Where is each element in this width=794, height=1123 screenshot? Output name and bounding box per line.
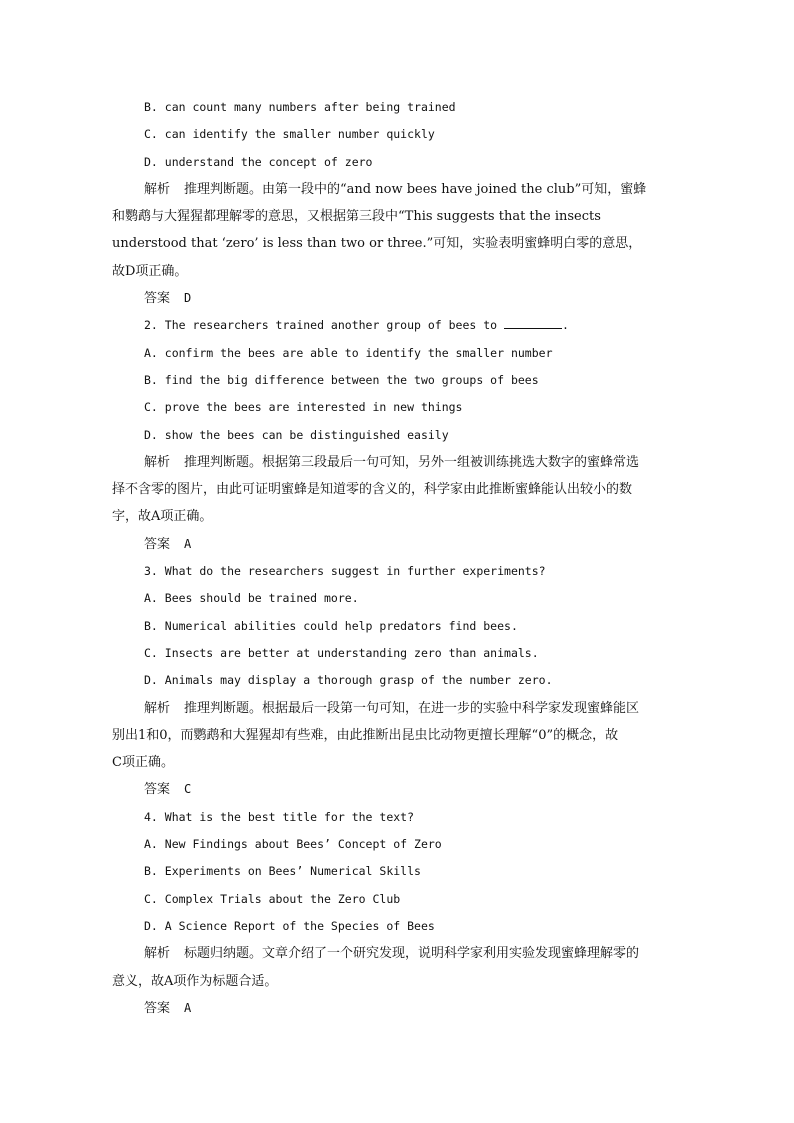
q1-answer — [112, 285, 682, 312]
q1-answer-value: D — [184, 291, 192, 306]
q2-analysis-line-2: 择不含零的图片，由此可证明蜜蜂是知道零的含义的，科学家由此推断蜜蜂能认出较小的数 — [112, 482, 633, 498]
q1-option-d: D. understand the concept of zero — [144, 154, 373, 169]
q1-option-b: B. can count many numbers after being trained — [144, 100, 456, 114]
q2-analysis-label: 解析 — [144, 454, 171, 470]
q4-analysis-line-1: 解析 标题归纳题。文章介绍了一个研究发现，说明科学家利用实验发现蜜蜂理解零的 — [144, 946, 640, 962]
q4-option-a: A. New Findings about Bees’ Concept of Zero — [144, 837, 442, 852]
q3-answer — [112, 776, 682, 803]
q3-option-c: C. Insects are better at understanding zero than animals. — [144, 645, 539, 660]
q1-analysis-line-2: 和鹦鹉与大猩猩都理解零的意思，又根据第三段中“This suggests that the insects — [112, 209, 601, 225]
q4-answer — [112, 995, 682, 1022]
q4-answer-label: 答案 — [144, 1000, 171, 1016]
q4-option-c: C. Complex Trials about the Zero Club — [144, 891, 401, 906]
q1-analysis-label: 解析 — [144, 181, 171, 197]
q2-answer — [112, 531, 682, 558]
q4-stem: 4. What is the best title for the text? — [144, 809, 415, 824]
q3-answer-label: 答案 — [144, 782, 171, 798]
q3-stem: 3. What do the researchers suggest in further experiments? — [144, 564, 546, 579]
q4-answer-value: A — [184, 1000, 192, 1015]
q4-analysis-label: 解析 — [144, 946, 171, 962]
q1-analysis-line-3: understood that ‘zero’ is less than two or three.”可知，实验表明蜜蜂明白零的意思， — [112, 236, 642, 252]
q4-analysis-line-2: 意义，故A项作为标题合适。 — [112, 973, 278, 989]
q2-option-d: D. show the bees can be distinguished easily — [144, 427, 449, 442]
q3-answer-value: C — [184, 782, 192, 797]
q2-analysis-line-1: 解析 推理判断题。根据第三段最后一句可知，另外一组被训练挑选大数字的蜜蜂常选 — [144, 454, 640, 470]
q3-analysis-line-1: 解析 推理判断题。根据最后一段第一句可知，在进一步的实验中科学家发现蜜蜂能区 — [144, 700, 640, 716]
document-page — [112, 94, 682, 1022]
q2-option-b: B. find the big difference between the two groups of bees — [144, 372, 539, 387]
q3-option-d: D. Animals may display a thorough grasp of the number zero. — [144, 673, 553, 688]
q3-option-b: B. Numerical abilities could help predators find bees. — [144, 618, 518, 633]
q2-analysis-line-3: 字，故A项正确。 — [112, 509, 213, 525]
q3-analysis-line-2: 别出1和0，而鹦鹉和大猩猩却有些难，由此推断出昆虫比动物更擅长理解“0”的概念，故 — [112, 727, 619, 743]
q3-option-a: A. Bees should be trained more. — [144, 591, 359, 606]
q3-analysis-label: 解析 — [144, 700, 171, 716]
q2-answer-value: A — [184, 536, 192, 551]
q1-option-c: C. can identify the smaller number quickly — [144, 127, 435, 142]
q2-stem: 2. The researchers trained another group of bees to . — [144, 318, 569, 333]
q2-answer-label: 答案 — [144, 536, 171, 552]
q2-option-a: A. confirm the bees are able to identify the smaller number — [144, 345, 553, 360]
q1-analysis-line-1: 解析 推理判断题。由第一段中的“and now bees have joined the club”可知，蜜蜂 — [144, 181, 647, 197]
q1-answer-label: 答案 — [144, 291, 171, 307]
q4-option-b: B. Experiments on Bees’ Numerical Skills — [144, 864, 421, 879]
q3-analysis-line-3: C项正确。 — [112, 755, 174, 771]
answer-blank — [504, 317, 562, 329]
q1-analysis-line-4: 故D项正确。 — [112, 263, 188, 279]
q4-option-d: D. A Science Report of the Species of Bees — [144, 918, 435, 933]
q2-option-c: C. prove the bees are interested in new things — [144, 400, 463, 415]
